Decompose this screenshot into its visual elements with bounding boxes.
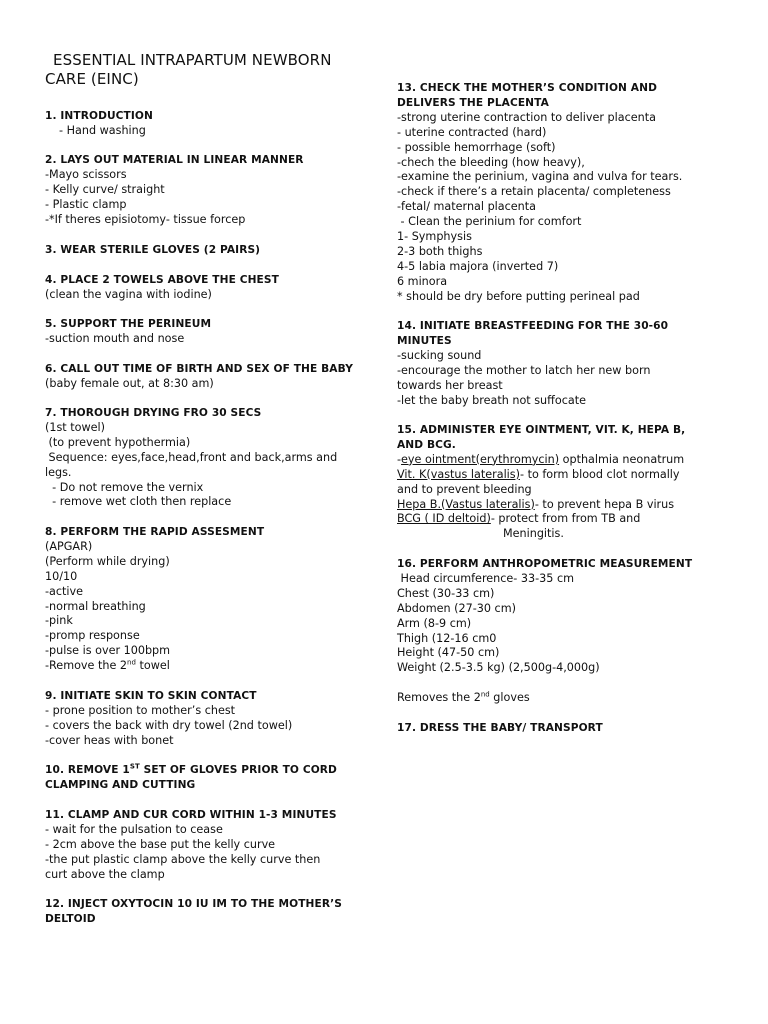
section-line: -chech the bleeding (how heavy), <box>397 155 585 169</box>
section-line <box>397 512 685 527</box>
section-line: (Perform while drying) <box>45 554 170 568</box>
heading-text: SET OF GLOVES PRIOR TO CORD <box>139 764 337 776</box>
section-17 <box>397 721 603 736</box>
section-line: - Clean the perinium for comfort <box>397 215 582 229</box>
section-heading: 9. INITIATE SKIN TO SKIN CONTACT <box>45 690 257 702</box>
superscript: nd <box>127 658 136 667</box>
section-heading-cont: DELTOID <box>45 912 96 925</box>
section-heading <box>45 763 337 778</box>
section-heading-cont: MINUTES <box>397 334 452 347</box>
underlined-term: Vit. K(vastus lateralis) <box>397 467 520 481</box>
section-line: Height (47-50 cm) <box>397 646 500 660</box>
section-line: -examine the perinium, vagina and vulva for tears. <box>397 170 683 184</box>
underlined-term: BCG ( ID deltoid) <box>397 512 491 526</box>
section-heading: 15. ADMINISTER EYE OINTMENT, VIT. K, HEPA B, <box>397 424 686 436</box>
line-text: -Remove the 2 <box>45 659 128 673</box>
section-15 <box>397 423 685 542</box>
section-line: 4-5 labia majora (inverted 7) <box>397 259 559 273</box>
underlined-term: eye ointment(erythromycin) <box>401 452 560 466</box>
section-line: (1st towel) <box>45 420 105 434</box>
section-line: Meningitis. <box>503 527 564 541</box>
section-heading: 8. PERFORM THE RAPID ASSESMENT <box>45 526 265 538</box>
superscript: nd <box>480 690 490 699</box>
section-line: - Hand washing <box>59 123 146 137</box>
section-heading: 17. DRESS THE BABY/ TRANSPORT <box>397 722 603 734</box>
section-14 <box>397 319 668 408</box>
section-line: - uterine contracted (hard) <box>397 125 547 139</box>
section-heading: 14. INITIATE BREASTFEEDING FOR THE 30-60 <box>397 320 669 332</box>
section-line: Weight (2.5-3.5 kg) (2,500g-4,000g) <box>397 661 600 675</box>
document-title-cont <box>45 70 139 89</box>
line-text: opthalmia neonatrum <box>559 452 685 466</box>
title-line-1: ESSENTIAL INTRAPARTUM NEWBORN <box>53 51 332 69</box>
section-line: Arm (8-9 cm) <box>397 616 472 630</box>
section-line <box>397 691 530 706</box>
section-2 <box>45 153 304 228</box>
section-8 <box>45 525 264 674</box>
section-line: 10/10 <box>45 569 78 583</box>
gloves-note <box>397 691 530 706</box>
section-3 <box>45 243 260 258</box>
section-heading-cont: AND BCG. <box>397 438 456 451</box>
section-line: -encourage the mother to latch her new born <box>397 363 651 377</box>
section-line: (APGAR) <box>45 539 93 553</box>
underlined-term: Hepa B.(Vastus lateralis) <box>397 497 535 511</box>
section-line: * should be dry before putting perineal pad <box>397 289 640 303</box>
section-line: -sucking sound <box>397 348 482 362</box>
section-line: towards her breast <box>397 378 503 392</box>
line-text: gloves <box>489 691 530 704</box>
section-heading-cont: DELIVERS THE PLACENTA <box>397 96 549 109</box>
section-line: Chest (30-33 cm) <box>397 586 495 600</box>
section-heading-cont: CLAMPING AND CUTTING <box>45 778 196 791</box>
section-10 <box>45 763 337 793</box>
section-line: Thigh (12-16 cm0 <box>397 631 497 645</box>
section-heading: 12. INJECT OXYTOCIN 10 IU IM TO THE MOTHER’S <box>45 898 342 910</box>
section-13 <box>397 81 682 305</box>
section-line: -pulse is over 100bpm <box>45 644 171 658</box>
section-line: - possible hemorrhage (soft) <box>397 140 556 154</box>
section-line: 2-3 both thighs <box>397 244 483 258</box>
line-text: - to prevent hepa B virus <box>534 497 675 511</box>
section-line: 1- Symphysis <box>397 230 472 244</box>
section-7 <box>45 406 337 510</box>
section-9 <box>45 689 292 749</box>
section-line: -pink <box>45 614 73 628</box>
section-line: - Kelly curve/ straight <box>45 182 165 196</box>
section-line: -fetal/ maternal placenta <box>397 200 537 214</box>
section-heading: 4. PLACE 2 TOWELS ABOVE THE CHEST <box>45 274 279 286</box>
section-line: -normal breathing <box>45 599 146 613</box>
line-text: towel <box>135 659 170 673</box>
section-line <box>397 498 685 513</box>
section-line: (to prevent hypothermia) <box>45 435 191 449</box>
section-heading: 2. LAYS OUT MATERIAL IN LINEAR MANNER <box>45 154 304 166</box>
section-6 <box>45 362 353 392</box>
section-line: - prone position to mother’s chest <box>45 703 236 717</box>
section-line: - 2cm above the base put the kelly curve <box>45 837 276 851</box>
section-heading: 11. CLAMP AND CUR CORD WITHIN 1-3 MINUTES <box>45 809 337 821</box>
section-heading: 1. INTRODUCTION <box>45 110 153 122</box>
section-heading: 3. WEAR STERILE GLOVES (2 PAIRS) <box>45 244 261 256</box>
section-line: -cover heas with bonet <box>45 733 174 747</box>
line-text: - <box>397 452 402 466</box>
section-1 <box>45 109 153 139</box>
section-line <box>45 659 264 674</box>
section-11 <box>45 808 337 883</box>
section-line: -promp response <box>45 629 140 643</box>
section-line: -*If theres episiotomy- tissue forcep <box>45 212 246 226</box>
section-line: - covers the back with dry towel (2nd towel) <box>45 718 293 732</box>
section-heading: 5. SUPPORT THE PERINEUM <box>45 318 212 330</box>
section-line: Sequence: eyes,face,head,front and back,arms and <box>45 450 338 464</box>
line-text: Removes the 2 <box>397 691 481 704</box>
superscript: ST <box>129 762 140 771</box>
section-line: -suction mouth and nose <box>45 331 185 345</box>
section-16 <box>397 557 692 676</box>
document-title <box>53 51 332 70</box>
section-heading: 16. PERFORM ANTHROPOMETRIC MEASUREMENT <box>397 558 693 570</box>
section-12 <box>45 897 342 927</box>
section-line: curt above the clamp <box>45 867 165 881</box>
section-line: -Mayo scissors <box>45 167 127 181</box>
section-line: 6 minora <box>397 274 448 288</box>
section-line: -the put plastic clamp above the kelly curve then <box>45 852 321 866</box>
section-line: - wait for the pulsation to cease <box>45 822 223 836</box>
section-line: -active <box>45 584 84 598</box>
section-line: Abdomen (27-30 cm) <box>397 601 516 615</box>
section-line: and to prevent bleeding <box>397 482 532 496</box>
section-heading: 13. CHECK THE MOTHER’S CONDITION AND <box>397 82 657 94</box>
section-heading: 6. CALL OUT TIME OF BIRTH AND SEX OF THE BABY <box>45 363 353 375</box>
section-line: -strong uterine contraction to deliver placenta <box>397 110 656 124</box>
line-text: - protect from from TB and <box>490 512 641 526</box>
section-line: - Plastic clamp <box>45 197 127 211</box>
section-line: (baby female out, at 8:30 am) <box>45 376 214 390</box>
section-4 <box>45 273 279 303</box>
section-line <box>397 468 685 483</box>
section-line: (clean the vagina with iodine) <box>45 287 212 301</box>
section-line: - Do not remove the vernix <box>45 480 204 494</box>
line-text: - to form blood clot normally <box>519 467 680 481</box>
section-line: - remove wet cloth then replace <box>45 495 232 509</box>
section-line <box>397 453 685 468</box>
section-line: Head circumference- 33-35 cm <box>397 571 575 585</box>
section-heading: 7. THOROUGH DRYING FRO 30 SECS <box>45 407 262 419</box>
section-line: legs. <box>45 465 72 479</box>
section-line: -let the baby breath not suffocate <box>397 393 586 407</box>
heading-text: 10. REMOVE 1 <box>45 764 130 776</box>
title-line-2: CARE (EINC) <box>45 70 139 88</box>
section-5 <box>45 317 211 347</box>
section-line: -check if there’s a retain placenta/ completeness <box>397 185 671 199</box>
